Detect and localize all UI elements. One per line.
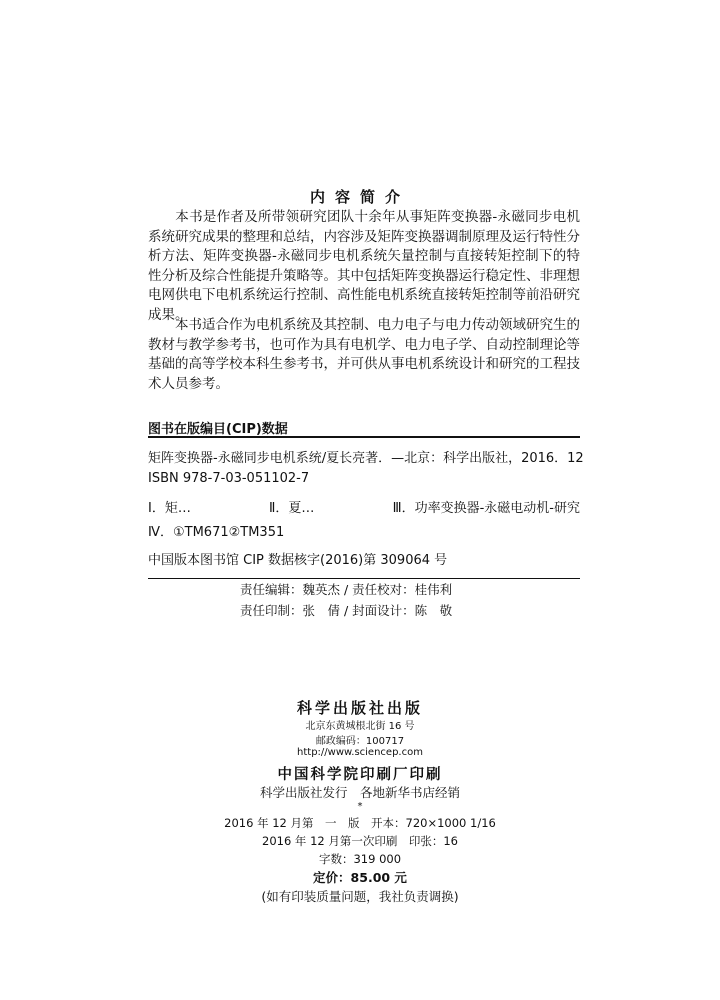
price: 定价：85.00 元 [313, 870, 407, 885]
distribution: 科学出版社发行 各地新华书店经销 [259, 785, 460, 800]
cip-line-record: 中国版本图书馆 CIP 数据核字(2016)第 309064 号 [148, 553, 448, 568]
publisher-url: http://www.sciencep.com [297, 747, 423, 758]
edition-info: 2016 年 12 月第 一 版 开本：720×1000 1/16 [224, 816, 496, 830]
intro-paragraph-2 [148, 316, 580, 394]
intro-title: 内容简介 [309, 188, 410, 206]
cip-subject-2: Ⅱ．夏… [269, 501, 315, 516]
printing-info: 2016 年 12 月第一次印刷 印张：16 [262, 834, 458, 848]
editors-line-1: 责任编辑：魏英杰 / 责任校对：桂伟利 [240, 582, 453, 597]
intro-paragraph-1 [148, 208, 580, 325]
cip-line-classification: Ⅳ．①TM671②TM351 [148, 525, 285, 540]
intro-paragraph-2-text: 本书适合作为电机系统及其控制、电力电子与电力传动领域研究生的教材与教学参考书，也可作为具有电机学、电力电子学、自动控制理论等基础的高等学校本科生参考书，并可供从事电机系统设计和研究的工程技术人员参考。 [148, 317, 580, 392]
editors-line-2: 责任印制：张 倩 / 封面设计：陈 敬 [240, 603, 453, 618]
cip-subject-1: Ⅰ．矩… [148, 501, 191, 516]
cip-subject-3: Ⅲ．功率变换器-永磁电动机-研究 [392, 501, 580, 516]
intro-paragraph-1-text: 本书是作者及所带领研究团队十余年从事矩阵变换器-永磁同步电机系统研究成果的整理和总结，内容涉及矩阵变换器调制原理及运行特性分析方法、矩阵变换器-永磁同步电机系统矢量控制与直接转矩控制下的特性分析及综合性能提升策略等。其中包括矩阵变换器运行稳定性、非理想电网供电下电机系统运行控制、高性能电机系统直接转矩控制等前沿研究成果。 [148, 209, 580, 323]
printer-name: 中国科学院印刷厂印刷 [277, 766, 443, 783]
cip-line-title: 矩阵变换器-永磁同步电机系统/夏长亮著．—北京：科学出版社，2016．12 [148, 451, 584, 466]
publisher-name: 科学出版社出版 [296, 699, 423, 717]
publisher-address: 北京东黄城根北街 16 号 [305, 721, 415, 732]
quality-note: (如有印装质量问题，我社负责调换) [261, 889, 459, 904]
cip-heading: 图书在版编目(CIP)数据 [148, 422, 288, 437]
cip-line-isbn: ISBN 978-7-03-051102-7 [148, 471, 310, 486]
separator-star: * [357, 801, 363, 812]
cip-line-subjects [148, 497, 580, 516]
publisher-postcode: 邮政编码：100717 [315, 736, 405, 747]
word-count: 字数：319 000 [318, 852, 402, 866]
